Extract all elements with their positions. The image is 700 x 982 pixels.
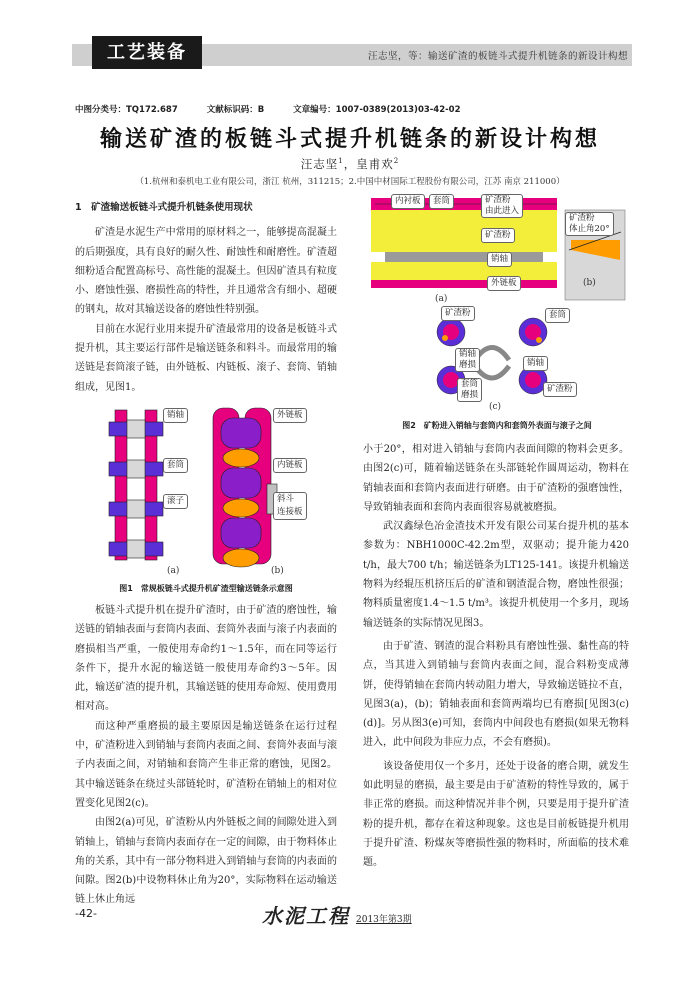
label-powder-c1: 矿渣粉 [441, 306, 475, 321]
author-2: ，皇甫欢 [343, 157, 394, 171]
label-inner-plate: 内衬板 [391, 194, 425, 209]
section-tab: 工艺装备 [92, 36, 202, 69]
figure-1-caption: 图1 常规板链斗式提升机矿渣型输送链条示意图 [119, 584, 293, 593]
label-inner-plate: 内链板 [273, 458, 307, 473]
affiliations: （1.杭州和泰机电工业有限公司，浙江 杭州，311215；2.中国中材国际工程股份有限公司，江苏 南京 211000） [135, 177, 565, 187]
figure-2-sub-a: (a) [435, 294, 448, 304]
label-sleeve-c: 套筒 [545, 308, 570, 323]
figure-2-sub-c: (c) [489, 402, 502, 412]
label-powder-entry: 矿渣粉 由此进入 [481, 194, 523, 218]
figure-2 [365, 190, 627, 415]
article-number: 文章编号：1007-0389(2013)03-42-02 [293, 105, 461, 115]
label-powder-c2: 矿渣粉 [543, 382, 577, 397]
label-angle: 矿渣粉 体止角20° [565, 212, 614, 236]
label-pin-wear: 销轴 磨损 [455, 348, 480, 372]
clc-number: 中图分类号：TQ172.687 [75, 105, 178, 115]
label-pin: 销轴 [487, 252, 512, 267]
label-pin-c: 销轴 [523, 356, 548, 371]
label-sleeve: 套筒 [429, 194, 454, 209]
diagram-a [371, 198, 557, 288]
authors [50, 156, 650, 172]
left-column-bottom [75, 601, 337, 910]
label-pin: 销轴 [163, 408, 188, 423]
section-heading: 1 矿渣输送板链斗式提升机链条使用现状 [75, 202, 253, 213]
doc-code: 文献标识码：B [206, 105, 265, 115]
paragraph: 矿渣是水泥生产中常用的原材料之一，能够提高混凝土的后期强度，具有良好的耐久性、耐蚀性和耐磨性。矿渣超细粉适合配置高标号、高性能的混凝土。但因矿渣具有粒度小、磨蚀性强、磨损性高的特性，并且通常含有细小、超硬的钢丸，故对其输送设备的磨蚀性特别强。 [75, 227, 337, 316]
figure-2-caption: 图2 矿粉进入销轴与套筒内和套筒外表面与滚子之间 [402, 421, 592, 430]
chain-a [109, 410, 163, 560]
paragraph: 而这种严重磨损的最主要原因是输送链条在运行过程中，矿渣粉进入到销轴与套筒内表面之间、套筒外表面与滚子内表面之间，对销轴和套筒产生非正常的磨蚀，见图2。其中输送链条在绕过头部链轮时，矿渣粉在销轴上的相对位置变化见图2(c)。 [75, 720, 337, 809]
label-sleeve: 套筒 [163, 458, 188, 473]
paragraph: 由于矿渣、钢渣的混合料粉具有磨蚀性强、黏性高的特点，当其进入到销轴与套筒内表面之间，混合料粉变成薄饼，使得销轴在套筒内转动阻力增大，导致输送链拉不直，见图3(a)，(b)；销轴表面和套筒两端均已有磨损[见图3(c)(d)]。另从图3(e)可知，套筒内中间段也有磨损(如果无物料进入，此中间段为非应力点，不会有磨损)。 [363, 640, 629, 749]
figure-1 [95, 400, 345, 580]
paragraph: 由图2(a)可见，矿渣粉从内外链板之间的间隙处进入到销轴上，销轴与套筒内表面存在一定的间隙，由于物料体止角的关系，其中有一部分物料进入到销轴与套筒的内表面的间隙。图2(b)中设物料休止角为20°，实际物料在运动输送链上休止角远 [75, 817, 337, 906]
journal-issue: 2013年第3期 [356, 915, 412, 925]
figure-1-sub-b: (b) [271, 566, 284, 576]
chain-b [213, 408, 277, 567]
label-powder: 矿渣粉 [481, 228, 515, 243]
meta-line [75, 103, 635, 115]
paragraph: 板链斗式提升机在提升矿渣时，由于矿渣的磨蚀性，输送链的销轴表面与套筒内表面、套筒外表面与滚子内表面的磨损相当严重，一般使用寿命约1～1.5年，而在同等运行条件下，提升水泥的输送链一般使用寿命约3～5年。因此，输送矿渣的提升机，其输送链的使用寿命短、使用费用相对高。 [75, 605, 337, 713]
author-1-sup: 1 [338, 157, 344, 166]
paragraph: 目前在水泥行业用来提升矿渣最常用的设备是板链斗式提升机，其主要运行部件是输送链条和料斗。而最常用的输送链是套筒滚子链，由外链板、内链板、滚子、套筒、销轴组成，见图1。 [75, 323, 337, 393]
left-column-top [75, 198, 337, 397]
paragraph: 武汉鑫绿色冶金渣技术开发有限公司某台提升机的基本参数为：NBH1000C-42.2m型，双驱动；提升能力420 t/h，最大700 t/h；输送链条为LT125-141。该提升机输送物料为经辊压机挤压后的矿渣和钢渣混合物，磨蚀性很强；物料质量密度1.4～1.5 t/m³。该提升机使用一个多月，现场输送链条的实际情况见图3。 [363, 521, 629, 629]
paragraph: 该设备使用仅一个多月，还处于设备的磨合期，就发生如此明显的磨损，最主要是由于矿渣粉的特性导致的，属于非正常的磨损。而这种情况并非个例，只要是用于提升矿渣粉的提升机，都存在着这种现象。这也是目前板链提升机用于提升矿渣、粉煤灰等磨损性强的物料时，所面临的技术难题。 [363, 760, 629, 869]
author-1: 汪志坚 [300, 157, 339, 171]
author-2-sup: 2 [393, 157, 400, 166]
figure-2-sub-b: (b) [583, 278, 596, 288]
label-sleeve-wear: 套筒 磨损 [457, 378, 482, 402]
label-roller: 滚子 [163, 494, 188, 509]
article-title: 输送矿渣的板链斗式提升机链条的新设计构想 [99, 127, 600, 152]
label-outer-plate: 外链板 [273, 408, 307, 423]
paragraph: 小于20°，相对进入销轴与套筒内表面间隙的物料会更多。由图2(c)可，随着输送链条在头部链轮作圆周运动，物料在销轴表面和套筒内表面进行研磨。由于矿渣粉的强磨蚀性，导致销轴表面和套筒内表面很容易就被磨损。 [363, 444, 629, 513]
journal-logo: 水泥工程 [262, 904, 350, 928]
running-head: 汪志坚，等：输送矿渣的板链斗式提升机链条的新设计构想 [367, 51, 628, 62]
chain-diagram [95, 400, 345, 580]
figure-1-sub-a: (a) [167, 566, 180, 576]
right-column [363, 440, 629, 873]
label-bucket-plate: 斜斗 连接板 [273, 492, 307, 520]
page-number: -42- [75, 907, 97, 920]
label-outer-plate: 外链板 [487, 276, 521, 291]
